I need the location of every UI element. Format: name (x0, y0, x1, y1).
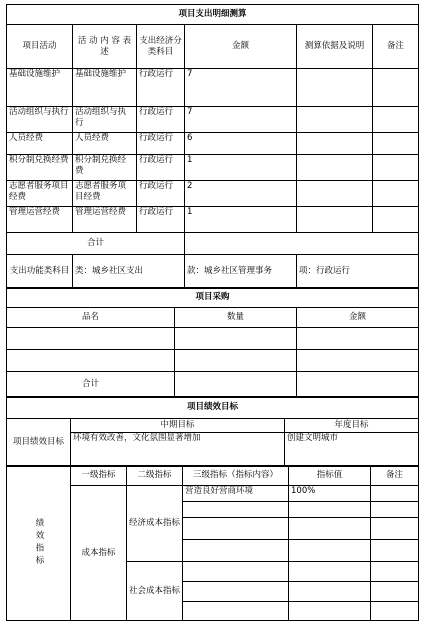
procurement-table (6, 287, 419, 398)
cell-basis (297, 133, 373, 155)
header-basis: 测算依据及说明 (297, 25, 373, 69)
annual-goal-value: 创建文明城市 (285, 433, 419, 467)
header-level3: 三级指标（指标内容） (183, 466, 289, 486)
table-row (7, 69, 419, 107)
cell-remark (373, 155, 419, 181)
cell-econ-class: 行政运行 (137, 69, 185, 107)
function-class-category: 类：城乡社区支出 (73, 255, 185, 289)
cell-content: 人员经费 (73, 133, 137, 155)
section-title-performance: 项目绩效目标 (7, 397, 419, 419)
header-indicator-remark: 备注 (371, 466, 419, 486)
header-proc-amount: 金额 (297, 308, 419, 328)
section-title-expense: 项目支出明细测算 (7, 5, 419, 25)
procurement-total-label: 合计 (7, 372, 175, 398)
cell-amount: 7 (185, 107, 297, 133)
function-class-item: 款：城乡社区管理事务 (185, 255, 297, 289)
section-title-procurement: 项目采购 (7, 288, 419, 308)
function-class-row (7, 255, 419, 289)
header-econ-class: 支出经济分类科目 (137, 25, 185, 69)
cell-content: 活动组织与执行 (73, 107, 137, 133)
cell-remark (373, 133, 419, 155)
header-level1: 一级指标 (71, 466, 127, 486)
cell-amount: 1 (185, 155, 297, 181)
header-level2: 二级指标 (127, 466, 183, 486)
cell-content: 积分制兑换经费 (73, 155, 137, 181)
total-label: 合计 (7, 233, 185, 255)
performance-goal-label: 项目绩效目标 (7, 419, 71, 467)
header-quantity: 数量 (175, 308, 297, 328)
total-row (7, 372, 419, 398)
mid-term-goal-label: 中期目标 (71, 419, 285, 433)
total-value (185, 233, 419, 255)
function-class-subitem: 项：行政运行 (297, 255, 419, 289)
cell-basis (297, 181, 373, 207)
expense-detail-table (6, 4, 419, 289)
table-row (7, 181, 419, 207)
indicator-level1-label: 绩效指标 (7, 466, 71, 621)
total-row (7, 233, 419, 255)
cell-econ-class: 行政运行 (137, 155, 185, 181)
cell-content: 基础设施维护 (73, 69, 137, 107)
cell-remark (373, 181, 419, 207)
indicator-value: 100% (289, 486, 371, 502)
cell-activity: 志愿者服务项目经费 (7, 181, 73, 207)
cell-content: 管理运营经费 (73, 207, 137, 233)
cell-content: 志愿者服务项目经费 (73, 181, 137, 207)
annual-goal-label: 年度目标 (285, 419, 419, 433)
cell-basis (297, 207, 373, 233)
table-row (7, 155, 419, 181)
table-row (7, 133, 419, 155)
cell-basis (297, 69, 373, 107)
header-activity: 项目活动 (7, 25, 73, 69)
cell-econ-class: 行政运行 (137, 133, 185, 155)
cell-activity: 人员经费 (7, 133, 73, 155)
cell-econ-class: 行政运行 (137, 207, 185, 233)
cell-activity: 管理运营经费 (7, 207, 73, 233)
header-item-name: 品名 (7, 308, 175, 328)
cell-amount: 1 (185, 207, 297, 233)
cell-econ-class: 行政运行 (137, 107, 185, 133)
cell-econ-class: 行政运行 (137, 181, 185, 207)
performance-goal-table (6, 396, 419, 467)
cell-activity: 活动组织与执行 (7, 107, 73, 133)
cell-remark (373, 107, 419, 133)
economic-cost-label: 经济成本指标 (127, 486, 183, 562)
level3-indicator: 营造良好营商环境 (183, 486, 289, 502)
header-content: 活 动 内 容 表 述 (73, 25, 137, 69)
cell-amount: 6 (185, 133, 297, 155)
cell-amount: 2 (185, 181, 297, 207)
cell-amount: 7 (185, 69, 297, 107)
function-class-label: 支出功能类科目 (7, 255, 73, 289)
cell-basis (297, 155, 373, 181)
table-row (7, 350, 419, 372)
social-cost-label: 社会成本指标 (127, 562, 183, 621)
header-remark: 备注 (373, 25, 419, 69)
mid-term-goal-value: 环境有效改善，文化氛围显著增加 (71, 433, 285, 467)
performance-indicator-table (6, 465, 419, 621)
header-value: 指标值 (289, 466, 371, 486)
cell-remark (373, 207, 419, 233)
cell-basis (297, 107, 373, 133)
table-row (7, 107, 419, 133)
cell-activity: 基础设施维护 (7, 69, 73, 107)
cell-remark (373, 69, 419, 107)
table-row (7, 328, 419, 350)
cost-indicator-label: 成本指标 (71, 486, 127, 621)
header-amount: 金额 (185, 25, 297, 69)
cell-activity: 积分制兑换经费 (7, 155, 73, 181)
table-row (7, 207, 419, 233)
